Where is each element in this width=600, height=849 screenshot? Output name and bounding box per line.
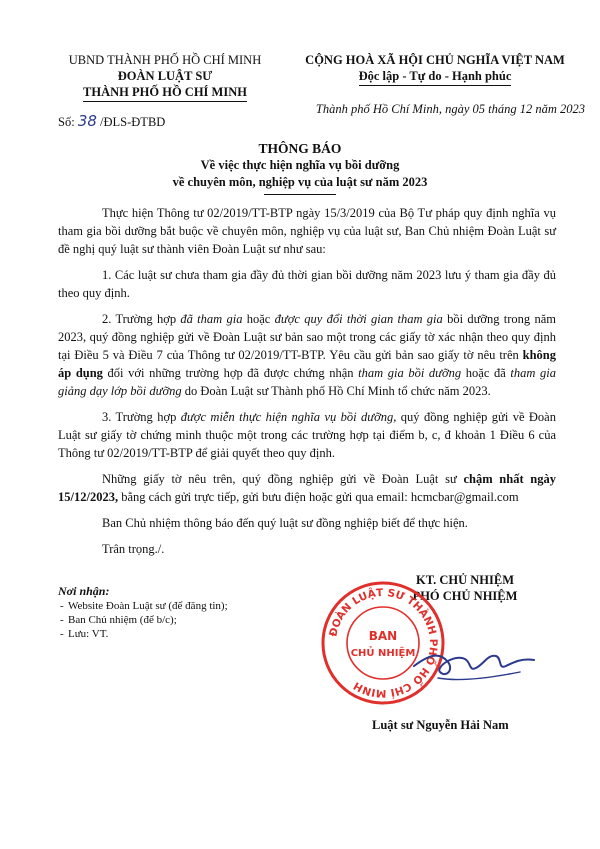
text-run: Những giấy tờ nêu trên, quý đồng nghiệp gửi về Đoàn Luật sư: [102, 472, 464, 486]
national-header: [270, 52, 600, 86]
recipient-item: - Lưu: VT.: [58, 627, 308, 641]
document-title-block: [0, 140, 600, 195]
subject-line-2: về chuyên môn, nghiệp vụ của luật sư năm 2023: [172, 175, 428, 189]
national-motto: Độc lập - Tự do - Hạnh phúc: [359, 68, 512, 86]
item-1-paragraph: 1. Các luật sư chưa tham gia đầy đủ thời gian bồi dưỡng năm 2023 lưu ý tham gia đầy đủ theo quy định.: [58, 268, 556, 300]
text-run: quý đồng nghiệp gửi về Đoàn Luật sư giấy tờ chứng minh thuộc một trong các trường hợp tại điểm b, c, đ khoản 1 Điều 6 của Thông tư 02/2019/TT-BTP để giải quyết theo quy định.: [58, 410, 556, 460]
signer-name: Luật sư Nguyễn Hải Nam: [372, 718, 509, 732]
closing-paragraph: Ban Chủ nhiệm thông báo đến quý luật sư đồng nghiệp biết để thực hiện.: [102, 516, 468, 530]
regards-line: Trân trọng./.: [102, 542, 165, 556]
subject-line-1: Về việc thực hiện nghĩa vụ bồi dưỡng: [200, 158, 400, 172]
recipients-list: [58, 599, 308, 641]
bold-run: chậm nhất ngày 15/12/2023,: [58, 472, 556, 504]
recipient-item: - Ban Chủ nhiệm (để b/c);: [58, 613, 308, 627]
document-title: THÔNG BÁO: [258, 141, 342, 156]
text-run: đối với những trường hợp đã được chứng nhận: [102, 366, 359, 380]
text-run: bằng cách gửi trực tiếp, gửi bưu điện hoặc gửi qua email: hcmcbar@gmail.com: [118, 490, 519, 504]
signer-role-1: KT. CHỦ NHIỆM: [415, 573, 515, 587]
item-3-paragraph: [58, 408, 556, 462]
text-run: hoặc đã: [461, 366, 511, 380]
number-suffix: /ĐLS-ĐTBD: [100, 115, 166, 129]
text-run: hoặc: [242, 312, 275, 326]
intro-paragraph: Thực hiện Thông tư 02/2019/TT-BTP ngày 15/3/2019 của Bộ Tư pháp quy định nghĩa vụ tham gia bồi dưỡng bắt buộc về chuyên môn, nghiệp vụ của luật sư, Ban Chủ nhiệm Đoàn Luật sư đề nghị quý luật sư thành viên Đoàn Luật sư như sau:: [58, 206, 556, 256]
text-run: 2. Trường hợp: [102, 312, 181, 326]
deadline-paragraph: [58, 470, 556, 506]
text-run: bồi dưỡng trong năm 2023, quý đồng nghiệp gửi về Đoàn Luật sư bản sao một trong các giấy tờ xác nhận theo quy định tại Điều 5 và Điều 7 của Thông tư 02/2019/TT-BTP. Yêu cầu gửi bản sao giấy tờ nêu trên: [58, 312, 556, 362]
document-body: [58, 204, 556, 566]
document-number: [58, 112, 165, 130]
bold-run: không áp dụng: [58, 348, 556, 380]
nation-name: CỘNG HOÀ XÃ HỘI CHỦ NGHĨA VIỆT NAM: [305, 53, 565, 67]
org-line-2: ĐOÀN LUẬT SƯ: [117, 69, 213, 83]
recipients-block: [58, 584, 308, 641]
recipient-item: - Website Đoàn Luật sư (để đăng tin);: [58, 599, 308, 613]
number-handwritten: 38: [77, 112, 97, 130]
italic-run: được quy đổi thời gian tham gia: [274, 312, 443, 326]
text-run: 3. Trường hợp: [102, 410, 181, 424]
text-run: do Đoàn Luật sư Thành phố Hồ Chí Minh tổ chức năm 2023.: [181, 384, 491, 398]
issuing-organization: [40, 52, 290, 102]
signer-role-2: PHÓ CHỦ NHIỆM: [412, 589, 518, 603]
stamp-ring-text: ĐOÀN LUẬT SƯ THÀNH PHỐ HỒ CHÍ MINH: [327, 586, 440, 700]
item-2-paragraph: [58, 310, 556, 400]
italic-run: được miễn thực hiện nghĩa vụ bồi dưỡng,: [180, 410, 397, 424]
issue-date: Thành phố Hồ Chí Minh, ngày 05 tháng 12 năm 2023: [315, 102, 585, 116]
italic-run: tham gia bồi dưỡng: [358, 366, 462, 380]
italic-run: tham gia giảng dạy lớp bồi dưỡng: [58, 366, 556, 398]
number-prefix: Số:: [58, 115, 75, 129]
title-divider: [264, 194, 336, 195]
italic-run: đã tham gia: [180, 312, 243, 326]
stamp-center-line-1: BAN: [368, 629, 398, 643]
org-line-3: THÀNH PHỐ HỒ CHÍ MINH: [83, 84, 247, 102]
org-line-1: UBND THÀNH PHỐ HỒ CHÍ MINH: [68, 53, 262, 67]
handwritten-signature-icon: [410, 632, 540, 692]
stamp-center-line-2: CHỦ NHIỆM: [350, 648, 416, 659]
recipients-header: Nơi nhận:: [58, 584, 110, 598]
